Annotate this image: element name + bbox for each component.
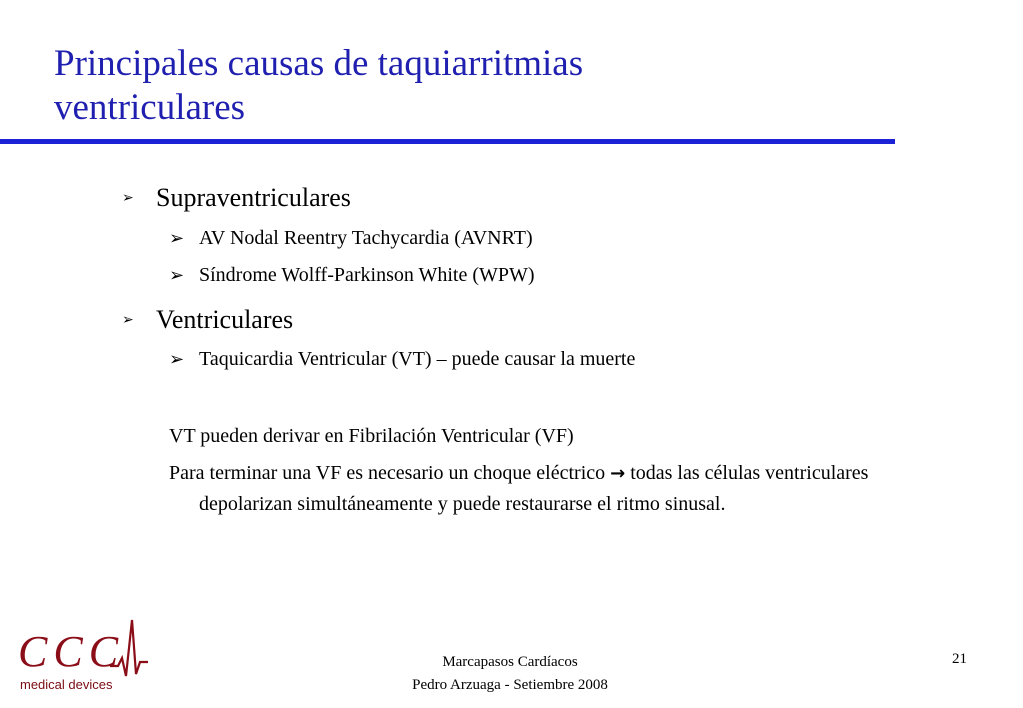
footer-line-2: Pedro Arzuaga - Setiembre 2008 [412,677,608,693]
logo-subtitle: medical devices [20,677,113,692]
arrowhead-filled-icon: ➢ [169,265,185,285]
paragraph-shock [169,458,919,519]
arrowhead-filled-icon: ➢ [169,349,185,369]
arrowhead-outline-icon: ➢ [122,313,134,328]
logo-letters: CCC [18,627,125,676]
sub-bullet-vt [169,348,635,371]
sub-bullet-label: Taquicardia Ventricular (VT) – puede causar la muerte [199,348,636,370]
arrowhead-filled-icon: ➢ [169,228,185,248]
footer-text [340,651,680,697]
sub-bullet-wpw [169,264,535,287]
bullet-ventriculares [122,305,293,335]
page-number: 21 [952,651,967,667]
bullet-supraventriculares [122,183,351,213]
sub-bullet-avnrt [169,227,533,250]
sub-bullet-label: AV Nodal Reentry Tachycardia (AVNRT) [199,227,533,249]
right-arrow-icon: → [610,463,626,484]
title-line-1: Principales causas de taquiarritmias [54,43,584,84]
arrowhead-outline-icon: ➢ [122,191,134,206]
slide-title [54,42,583,130]
paragraph-shock-part1: Para terminar una VF es necesario un choque eléctrico [169,462,611,484]
footer-line-1: Marcapasos Cardíacos [442,654,578,670]
title-line-2: ventriculares [54,87,246,128]
paragraph-shock-part2: todas las células ventriculares depolarizan simultáneamente y puede restaurarse el ritmo sinusal. [199,462,869,515]
sub-bullet-label: Síndrome Wolff-Parkinson White (WPW) [199,264,535,286]
title-divider [0,139,895,144]
paragraph-vt-vf: VT pueden derivar en Fibrilación Ventricular (VF) [169,425,574,447]
bullet-label: Ventriculares [156,305,294,334]
bullet-label: Supraventriculares [156,183,351,212]
